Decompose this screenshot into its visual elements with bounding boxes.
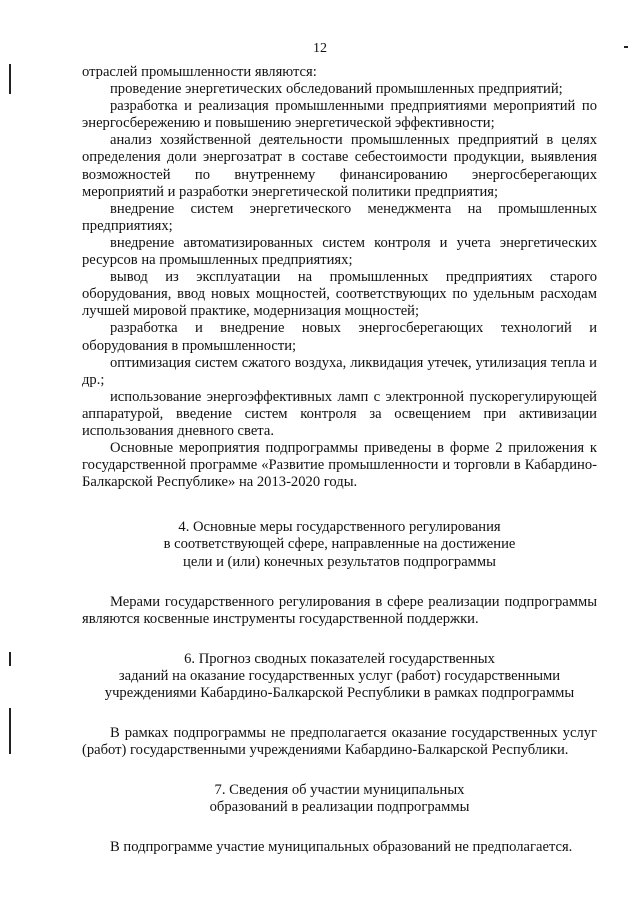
- measure-item: внедрение систем энергетического менеджмента на промышленных предприятиях;: [82, 200, 597, 234]
- section-4-heading-line: в соответствующей сфере, направленные на достижение: [163, 536, 516, 553]
- measure-item: анализ хозяйственной деятельности промышленных предприятий в целях определения доли энергозатрат в составе себестоимости продукции, выявления возможностей по внутреннему финансированию энергосберегающих мероприятий и разработки энергетической политики предприятия;: [82, 132, 597, 200]
- scan-edge-mark: [9, 652, 11, 666]
- section-4-heading-line: цели и (или) конечных результатов подпрограммы: [183, 553, 496, 570]
- section-7-heading-line: 7. Сведения об участии муниципальных: [214, 782, 465, 799]
- scan-edge-mark: [9, 64, 11, 94]
- section-6-heading-line: заданий на оказание государственных услуг (работ) государственными: [118, 667, 561, 684]
- document-body: [82, 64, 597, 857]
- section-4: [82, 519, 597, 627]
- measure-item: оптимизация систем сжатого воздуха, ликвидация утечек, утилизация тепла и др.;: [82, 354, 597, 388]
- measure-item: внедрение автоматизированных систем контроля и учета энергетических ресурсов на промышленных предприятиях;: [82, 234, 597, 269]
- measure-item: разработка и реализация промышленными предприятиями мероприятий по энергосбережению и повышению энергетической эффективности;: [82, 98, 597, 132]
- section-6-heading-line: учреждениями Кабардино-Балкарской Республики в рамках подпрограммы: [104, 685, 575, 701]
- section-4-heading-line: 4. Основные меры государственного регулирования: [178, 519, 501, 536]
- intro-line: отраслей промышленности являются:: [82, 64, 317, 80]
- measure-item: разработка и внедрение новых энергосберегающих технологий и оборудования в промышленности;: [82, 320, 597, 354]
- section-7-body: В подпрограмме участие муниципальных образований не предполагается.: [110, 839, 573, 856]
- measure-item: проведение энергетических обследований промышленных предприятий;: [110, 81, 563, 98]
- measure-item: использование энергоэффективных ламп с электронной пускорегулирующей аппаратурой, введение систем контроля за освещением при активизации использования дневного света.: [82, 388, 597, 439]
- section-7-heading-line: образований в реализации подпрограммы: [209, 799, 470, 816]
- section-4-body: Мерами государственного регулирования в сфере реализации подпрограммы являются косвенные инструменты государственной поддержки.: [82, 593, 597, 627]
- section-6: [82, 651, 597, 759]
- measure-item: вывод из эксплуатации на промышленных предприятиях старого оборудования, ввод новых мощностей, соответствующих по удельным расходам лучшей мировой практике, модернизация мощностей;: [82, 269, 597, 320]
- scan-edge-mark: [9, 708, 11, 754]
- main-measures-paragraph: Основные мероприятия подпрограммы приведены в форме 2 приложения к государственной программе «Развитие промышленности и торговли в Кабардино-Балкарской Республике» на 2013-2020 годы.: [82, 440, 597, 491]
- section-6-body: В рамках подпрограммы не предполагается оказание государственных услуг (работ) государственными учреждениями Кабардино-Балкарской Республики.: [82, 725, 597, 759]
- scan-edge-mark: [624, 46, 628, 48]
- page-number: 12: [313, 41, 327, 56]
- section-7: [82, 782, 597, 856]
- section-6-heading-line: 6. Прогноз сводных показателей государственных: [184, 650, 495, 667]
